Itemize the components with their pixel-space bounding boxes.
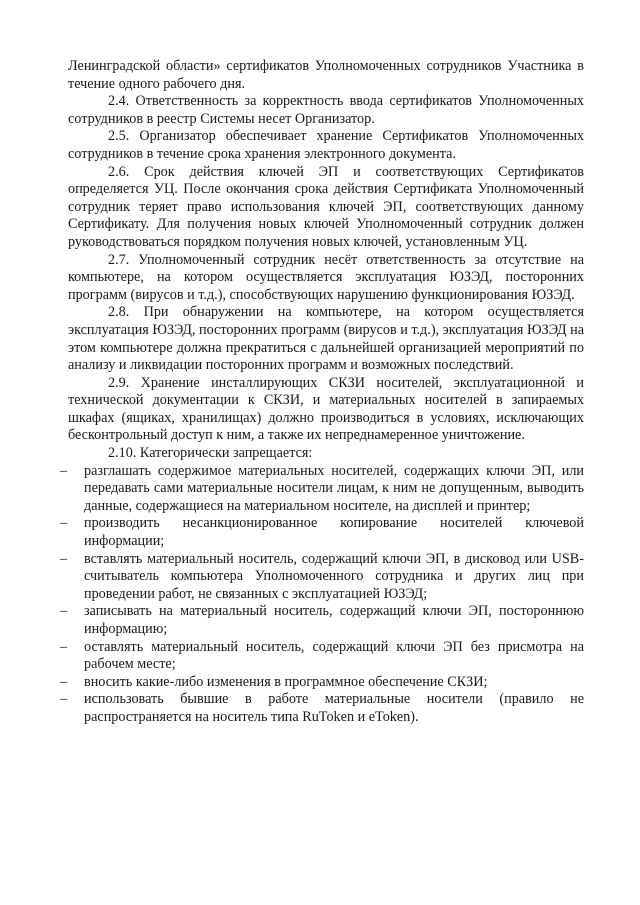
dash-marker: – xyxy=(60,638,68,655)
paragraph-2-9: 2.9. Хранение инсталлирующих СКЗИ носителей, эксплуатационной и технической документации к СКЗИ, и материальных носителей в запираемых шкафах (ящиках, хранилищах) должно производиться в условиях, исключающих бесконтрольный доступ к ним, а также их непреднамеренное уничтожение. xyxy=(68,374,584,444)
list-item xyxy=(60,691,584,726)
paragraph-2-4: 2.4. Ответственность за корректность ввода сертификатов Уполномоченных сотрудников в реестр Системы несет Организатор. xyxy=(68,93,584,127)
list-item xyxy=(60,638,584,674)
list-item xyxy=(60,673,584,692)
list-item-text: разглашать содержимое материальных носителей, содержащих ключи ЭП, или передавать сами материальные носители лицам, к ним не допущенным, выводить данные, содержащиеся на материальном носителе, на дисплей и принтер; xyxy=(84,462,584,514)
list-item xyxy=(60,515,584,550)
list-item-text: производить несанкционированное копирование носителей ключевой информации; xyxy=(84,515,584,550)
list-item-text: оставлять материальный носитель, содержащий ключи ЭП без присмотра на рабочем месте; xyxy=(84,638,584,673)
list-item xyxy=(60,462,584,516)
paragraph-2-5: 2.5. Организатор обеспечивает хранение Сертификатов Уполномоченных сотрудников в течение срока хранения электронного документа. xyxy=(68,128,584,162)
prohibitions-list xyxy=(60,462,584,727)
paragraph-2-8: 2.8. При обнаружении на компьютере, на котором осуществляется эксплуатация ЮЗЭД, посторонних программ (вирусов и т.д.), эксплуатация ЮЗЭД на этом компьютере должна прекратиться с дальнейшей организацией мероприятий по анализу и ликвидации посторонних программ и возможных последствий. xyxy=(68,304,584,374)
dash-marker: – xyxy=(60,462,68,479)
paragraph-continuation: Ленинградской области» сертификатов Уполномоченных сотрудников Участника в течение одного рабочего дня. xyxy=(68,58,584,92)
dash-marker: – xyxy=(60,603,68,620)
paragraph-2-7: 2.7. Уполномоченный сотрудник несёт ответственность за отсутствие на компьютере, на котором осуществляется эксплуатация ЮЗЭД, посторонних программ (вирусов и т.д.), способствующих нарушению функционирования ЮЗЭД. xyxy=(68,251,584,303)
dash-marker: – xyxy=(60,550,68,567)
dash-marker: – xyxy=(60,515,68,532)
dash-marker: – xyxy=(60,691,68,708)
list-item xyxy=(60,603,584,638)
list-item xyxy=(60,550,584,604)
list-item-text: вносить какие-либо изменения в программное обеспечение СКЗИ; xyxy=(84,673,488,690)
list-item-text: вставлять материальный носитель, содержащий ключи ЭП, в дисковод или USB-считыватель компьютера Уполномоченного сотрудника и других лиц при проведении работ, не связанных с эксплуатацией ЮЗЭД; xyxy=(84,550,584,602)
paragraph-2-6: 2.6. Срок действия ключей ЭП и соответствующих Сертификатов определяется УЦ. После окончания срока действия Сертификата Уполномоченный сотрудник теряет право использования ключей ЭП, соответствующих данному Сертификату. Для получения новых ключей Уполномоченный сотрудник должен руководствоваться порядком получения новых ключей, установленным УЦ. xyxy=(68,163,584,250)
dash-marker: – xyxy=(60,673,68,690)
paragraph-2-10: 2.10. Категорически запрещается: xyxy=(108,445,313,462)
list-item-text: использовать бывшие в работе материальные носители (правило не распространяется на носитель типа RuToken и eToken). xyxy=(84,691,584,725)
list-item-text: записывать на материальный носитель, содержащий ключи ЭП, постороннюю информацию; xyxy=(84,603,584,637)
